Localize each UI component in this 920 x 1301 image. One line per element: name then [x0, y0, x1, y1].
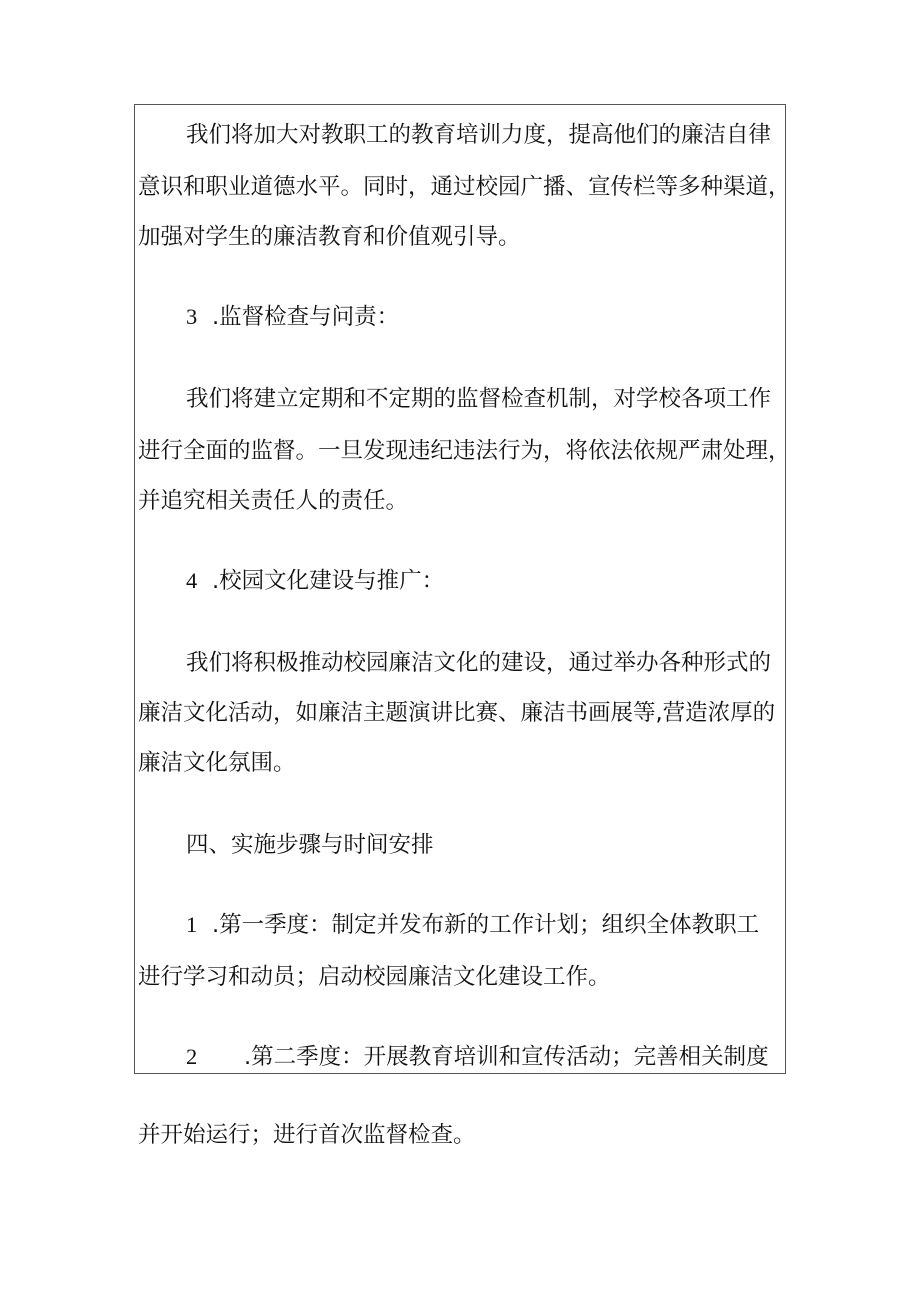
step-1-line-2: 进行学习和动员；启动校园廉洁文化建设工作。 — [138, 964, 611, 990]
heading-supervision — [186, 302, 399, 332]
paragraph-supervision-line-3: 并追究相关责任人的责任。 — [138, 488, 409, 514]
paragraph-training-line-1: 我们将加大对教职工的教育培训力度，提高他们的廉洁自律 — [186, 122, 772, 148]
step-text: .第一季度：制定并发布新的工作计划；组织全体教职工 — [212, 912, 760, 938]
paragraph-supervision-line-1: 我们将建立定期和不定期的监督检查机制，对学校各项工作 — [186, 386, 772, 412]
heading-culture — [186, 566, 444, 596]
paragraph-supervision-line-2: 进行全面的监督。一旦发现违纪违法行为，将依法依规严肃处理， — [138, 438, 791, 464]
paragraph-culture-line-3: 廉洁文化氛围。 — [138, 750, 296, 776]
step-number: 1 — [186, 912, 198, 937]
paragraph-training-line-2: 意识和职业道德水平。同时，通过校园广播、宣传栏等多种渠道， — [138, 174, 791, 200]
step-text: .第二季度：开展教育培训和宣传活动；完善相关制度 — [244, 1044, 769, 1070]
heading-text: .校园文化建设与推广： — [212, 568, 445, 594]
step-1-line-1 — [186, 910, 759, 940]
step-number: 2 — [186, 1044, 198, 1069]
step-2-line-2: 并开始运行；进行首次监督检查。 — [138, 1122, 476, 1148]
heading-number: 3 — [186, 304, 198, 329]
paragraph-culture-line-1: 我们将积极推动校园廉洁文化的建设，通过举办各种形式的 — [186, 650, 772, 676]
heading-number: 4 — [186, 568, 198, 593]
step-2-line-1 — [186, 1042, 769, 1072]
paragraph-training-line-3: 加强对学生的廉洁教育和价值观引导。 — [138, 224, 521, 250]
paragraph-culture-line-2: 廉洁文化活动，如廉洁主题演讲比赛、廉洁书画展等,营造浓厚的 — [138, 700, 776, 726]
heading-text: .监督检查与问责： — [212, 304, 400, 330]
section-heading: 四、实施步骤与时间安排 — [186, 832, 434, 858]
